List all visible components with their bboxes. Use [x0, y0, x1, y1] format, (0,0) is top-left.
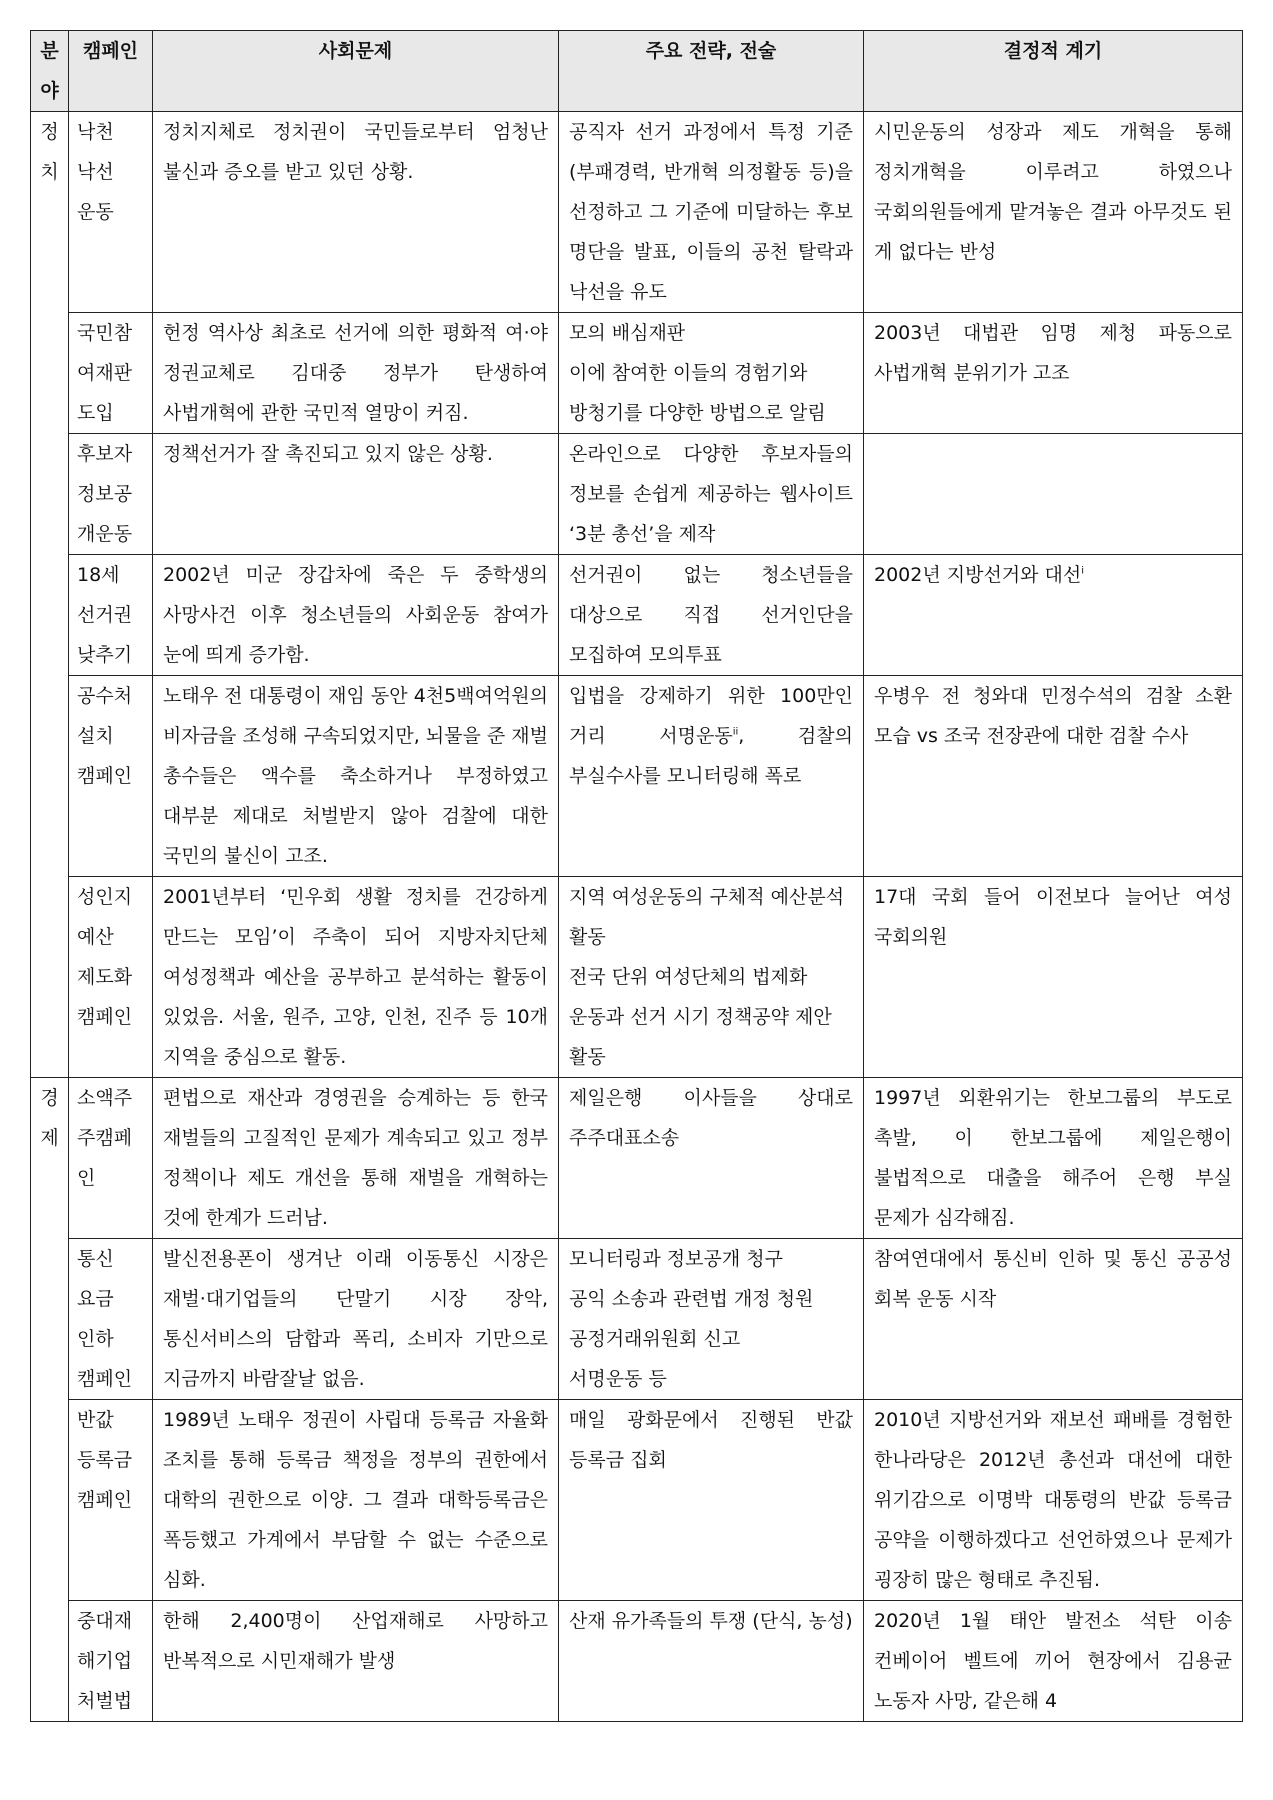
- issue-cell: 발신전용폰이 생겨난 이래 이동통신 시장은 재벌·대기업들의 단말기 시장 장악, 통신서비스의 담합과 폭리, 소비자 기만으로 지금까지 바람잘날 없음.: [153, 1239, 559, 1400]
- header-issue: 사회문제: [153, 31, 559, 112]
- issue-cell: 편법으로 재산과 경영권을 승계하는 등 한국 재벌들의 고질적인 문제가 계속되고 있고 정부 정책이나 제도 개선을 통해 재벌을 개혁하는 것에 한계가 드러남.: [153, 1078, 559, 1239]
- trigger-text: 2002년 지방선거와 대선: [874, 564, 1082, 586]
- issue-cell: 2001년부터 ‘민우회 생활 정치를 건강하게 만드는 모임’이 주축이 되어 지방자치단체 여성정책과 예산을 공부하고 분석하는 활동이 있었음. 서울, 원주, 고양, 인천, 진주 등 10개 지역을 중심으로 활동.: [153, 877, 559, 1078]
- issue-cell: 노태우 전 대통령이 재임 동안 4천5백여억원의 비자금을 조성해 구속되었지만, 뇌물을 준 재벌 총수들은 액수를 축소하거나 부정하였고 대부분 제대로 처벌받지 않아 검찰에 대한 국민의 불신이 고조.: [153, 676, 559, 877]
- trigger-cell: 2010년 지방선거와 재보선 패배를 경험한 한나라당은 2012년 총선과 대선에 대한 위기감으로 이명박 대통령의 반값 등록금 공약을 이행하겠다고 선언하였으나 문제가 굉장히 많은 형태로 추진됨.: [864, 1400, 1243, 1601]
- campaign-cell: 후보자 정보공 개운동: [69, 434, 153, 555]
- section-field-politics: 정 치: [31, 112, 69, 1078]
- strategy-text: , 검찰의 부실수사를 모니터링해 폭로: [569, 725, 853, 787]
- campaign-table: [30, 30, 1243, 1722]
- table-row: [31, 555, 1243, 676]
- strategy-cell: [559, 676, 864, 877]
- campaign-cell: 반값 등록금 캠페인: [69, 1400, 153, 1601]
- section-field-economy: 경 제: [31, 1078, 69, 1722]
- table-row: [31, 1400, 1243, 1601]
- strategy-cell: 모니터링과 정보공개 청구 공익 소송과 관련법 개정 청원 공정거래위원회 신고 서명운동 등: [559, 1239, 864, 1400]
- trigger-cell: 1997년 외환위기는 한보그룹의 부도로 촉발, 이 한보그룹에 제일은행이 불법적으로 대출을 해주어 은행 부실 문제가 심각해짐.: [864, 1078, 1243, 1239]
- table-row: [31, 1601, 1243, 1722]
- issue-cell: 한해 2,400명이 산업재해로 사망하고 반복적으로 시민재해가 발생: [153, 1601, 559, 1722]
- strategy-cell: 온라인으로 다양한 후보자들의 정보를 손쉽게 제공하는 웹사이트 ‘3분 총선’을 제작: [559, 434, 864, 555]
- strategy-cell: 공직자 선거 과정에서 특정 기준(부패경력, 반개혁 의정활동 등)을 선정하고 그 기준에 미달하는 후보 명단을 발표, 이들의 공천 탈락과 낙선을 유도: [559, 112, 864, 313]
- campaign-cell: 성인지 예산 제도화 캠페인: [69, 877, 153, 1078]
- trigger-cell: 2020년 1월 태안 발전소 석탄 이송 컨베이어 벨트에 끼어 현장에서 김용균 노동자 사망, 같은해 4: [864, 1601, 1243, 1722]
- table-row: [31, 313, 1243, 434]
- header-field: 분 야: [31, 31, 69, 112]
- trigger-cell: 2003년 대법관 임명 제청 파동으로 사법개혁 분위기가 고조: [864, 313, 1243, 434]
- trigger-cell: 17대 국회 들어 이전보다 늘어난 여성 국회의원: [864, 877, 1243, 1078]
- campaign-cell: 낙천 낙선 운동: [69, 112, 153, 313]
- campaign-cell: 공수처 설치 캠페인: [69, 676, 153, 877]
- table-row: [31, 1078, 1243, 1239]
- campaign-cell: 중대재 해기업 처벌법: [69, 1601, 153, 1722]
- header-row: [31, 31, 1243, 112]
- table-row: [31, 434, 1243, 555]
- strategy-cell: 지역 여성운동의 구체적 예산분석 활동 전국 단위 여성단체의 법제화 운동과 선거 시기 정책공약 제안 활동: [559, 877, 864, 1078]
- strategy-text: 입법을 강제하기 위한 100만인 거리 서명운동: [569, 685, 853, 747]
- trigger-cell: [864, 555, 1243, 676]
- table-row: [31, 112, 1243, 313]
- strategy-cell: 모의 배심재판 이에 참여한 이들의 경험기와 방청기를 다양한 방법으로 알림: [559, 313, 864, 434]
- trigger-cell: 시민운동의 성장과 제도 개혁을 통해 정치개혁을 이루려고 하였으나 국회의원들에게 맡겨놓은 결과 아무것도 된 게 없다는 반성: [864, 112, 1243, 313]
- campaign-cell: 18세 선거권 낮추기: [69, 555, 153, 676]
- issue-cell: 1989년 노태우 정권이 사립대 등록금 자율화 조치를 통해 등록금 책정을 정부의 권한에서 대학의 권한으로 이양. 그 결과 대학등록금은 폭등했고 가계에서 부담할 수 없는 수준으로 심화.: [153, 1400, 559, 1601]
- strategy-cell: 제일은행 이사들을 상대로 주주대표소송: [559, 1078, 864, 1239]
- issue-cell: 2002년 미군 장갑차에 죽은 두 중학생의 사망사건 이후 청소년들의 사회운동 참여가 눈에 띄게 증가함.: [153, 555, 559, 676]
- issue-cell: 정치지체로 정치권이 국민들로부터 엄청난 불신과 증오를 받고 있던 상황.: [153, 112, 559, 313]
- strategy-cell: 매일 광화문에서 진행된 반값 등록금 집회: [559, 1400, 864, 1601]
- strategy-cell: 산재 유가족들의 투쟁 (단식, 농성): [559, 1601, 864, 1722]
- trigger-cell: 참여연대에서 통신비 인하 및 통신 공공성 회복 운동 시작: [864, 1239, 1243, 1400]
- campaign-cell: 국민참 여재판 도입: [69, 313, 153, 434]
- footnote-ref[interactable]: i: [1081, 565, 1085, 577]
- trigger-cell: [864, 434, 1243, 555]
- header-trigger: 결정적 계기: [864, 31, 1243, 112]
- table-row: [31, 877, 1243, 1078]
- issue-cell: 헌정 역사상 최초로 선거에 의한 평화적 여·야 정권교체로 김대중 정부가 탄생하여 사법개혁에 관한 국민적 열망이 커짐.: [153, 313, 559, 434]
- campaign-cell: 소액주 주캠페 인: [69, 1078, 153, 1239]
- table-row: [31, 676, 1243, 877]
- table-row: [31, 1239, 1243, 1400]
- header-campaign: 캠페인: [69, 31, 153, 112]
- footnote-ref[interactable]: ii: [732, 726, 739, 738]
- strategy-cell: 선거권이 없는 청소년들을 대상으로 직접 선거인단을 모집하여 모의투표: [559, 555, 864, 676]
- issue-cell: 정책선거가 잘 촉진되고 있지 않은 상황.: [153, 434, 559, 555]
- trigger-cell: 우병우 전 청와대 민정수석의 검찰 소환 모습 vs 조국 전장관에 대한 검찰 수사: [864, 676, 1243, 877]
- header-strategy: 주요 전략, 전술: [559, 31, 864, 112]
- campaign-cell: 통신 요금 인하 캠페인: [69, 1239, 153, 1400]
